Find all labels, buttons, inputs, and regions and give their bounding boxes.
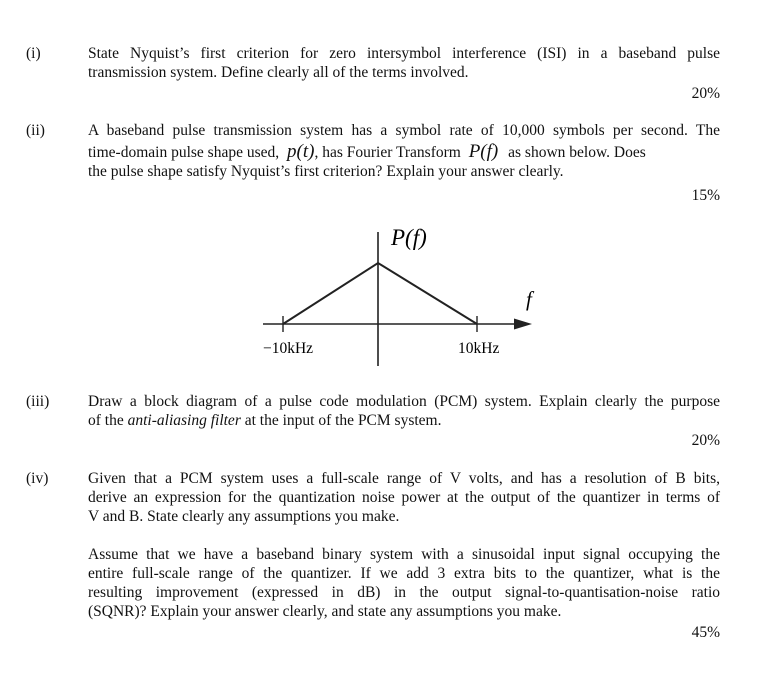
- triangle-spectrum: [283, 263, 477, 324]
- question-ii-text: [88, 121, 720, 181]
- question-iv-paragraph-2: [88, 545, 720, 621]
- text-line: Assume that we have a baseband binary system with a sinusoidal input signal occupying the: [88, 546, 720, 563]
- text-line: transmission system. Define clearly all of the terms involved.: [88, 64, 469, 81]
- text-run: as shown below. Does: [508, 144, 646, 161]
- text-line: (SQNR)? Explain your answer clearly, and state any assumptions you make.: [88, 603, 562, 620]
- question-number-ii: (ii): [26, 122, 45, 139]
- text-run: of the: [88, 412, 124, 429]
- question-ii-marks: 15%: [691, 187, 720, 204]
- text-line: derive an expression for the quantization noise power at the output of the quantizer in terms of: [88, 489, 720, 506]
- tick-label-right: 10kHz: [458, 340, 500, 357]
- text-run: , has Fourier Transform: [314, 144, 461, 161]
- text-line: the pulse shape satisfy Nyquist’s first criterion? Explain your answer clearly.: [88, 163, 564, 180]
- text-run: time-domain pulse shape used,: [88, 144, 280, 161]
- y-axis-label: P(f): [391, 225, 427, 250]
- x-axis-label: f: [526, 287, 532, 311]
- text-line: Given that a PCM system uses a full-scale range of V volts, and has a resolution of B bits,: [88, 470, 720, 487]
- question-number-i: (i): [26, 45, 41, 62]
- question-iv-marks: 45%: [691, 624, 720, 641]
- question-iii-marks: 20%: [691, 432, 720, 449]
- emphasis-anti-aliasing-filter: anti-aliasing filter: [127, 412, 241, 429]
- question-iv-paragraph-1: [88, 469, 720, 526]
- question-i-text: [88, 44, 720, 82]
- text-line: V and B. State clearly any assumptions you make.: [88, 508, 400, 525]
- text-line: State Nyquist’s first criterion for zero intersymbol interference (ISI) in a baseband pulse: [88, 45, 720, 62]
- question-number-iv: (iv): [26, 470, 49, 487]
- text-line: Draw a block diagram of a pulse code modulation (PCM) system. Explain clearly the purpose: [88, 393, 720, 410]
- text-line-with-math: [88, 142, 720, 162]
- math-P-of-f: P(f): [468, 141, 499, 162]
- text-line: A baseband pulse transmission system has a symbol rate of 10,000 symbols per second. The: [88, 122, 720, 139]
- text-run: at the input of the PCM system.: [244, 412, 442, 429]
- math-p-of-t: p(t): [287, 141, 315, 162]
- tick-label-left: −10kHz: [263, 340, 314, 357]
- text-line: [88, 411, 720, 430]
- x-axis: [263, 319, 532, 330]
- question-iii-text: [88, 392, 720, 430]
- question-i-marks: 20%: [691, 85, 720, 102]
- text-line: resulting improvement (expressed in dB) in the output signal-to-quantisation-noise ratio: [88, 584, 720, 601]
- question-number-iii: (iii): [26, 393, 50, 410]
- tick-marks: [283, 316, 477, 332]
- text-line: entire full-scale range of the quantizer. If we add 3 extra bits to the quantizer, what is the: [88, 565, 720, 582]
